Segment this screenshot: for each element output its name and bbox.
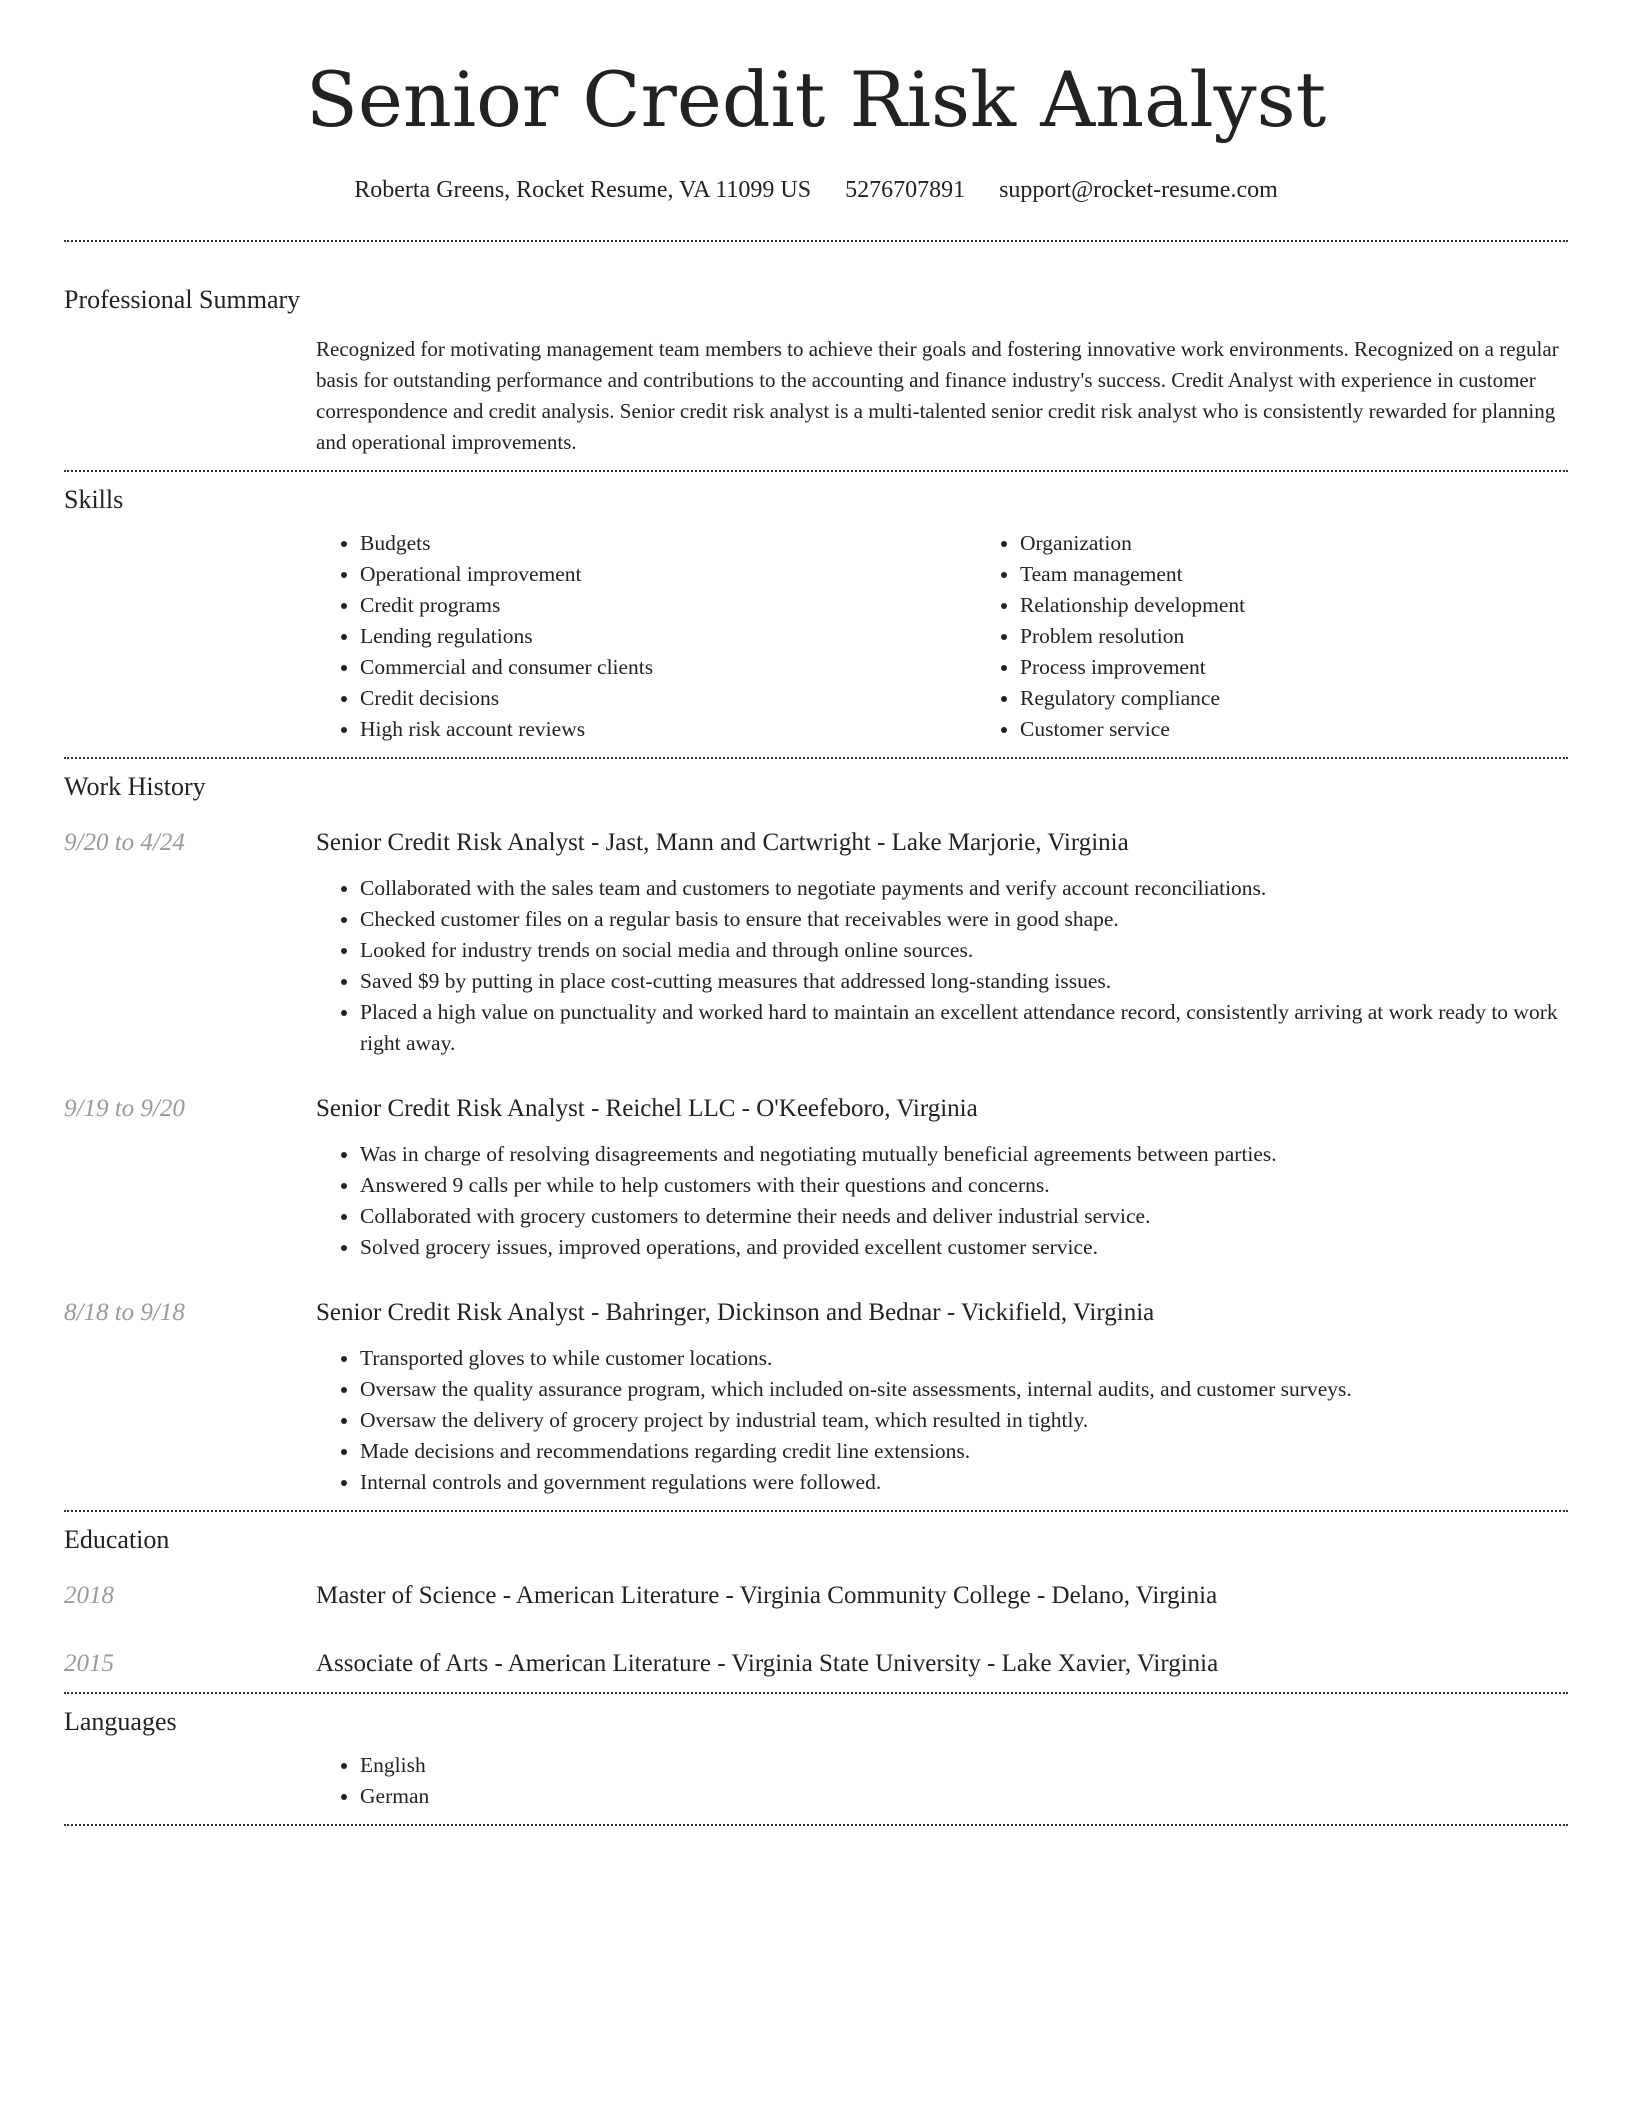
summary-section	[64, 284, 1568, 458]
education-section	[64, 1524, 1568, 1680]
job-entry	[64, 827, 1568, 1059]
job-bullet: • Collaborated with grocery customers to determine their needs and deliver industrial service.	[360, 1201, 1568, 1232]
work-history-title: Work History	[64, 772, 206, 801]
job-heading: Senior Credit Risk Analyst - Jast, Mann and Cartwright - Lake Marjorie, Virginia	[316, 829, 1129, 856]
skill-item: • High risk account reviews	[360, 714, 976, 745]
contact-line	[64, 174, 1568, 206]
languages-list	[316, 1750, 1568, 1812]
job-bullet: • Looked for industry trends on social media and through online sources.	[360, 935, 1568, 966]
job-bullets	[316, 1139, 1568, 1263]
job-bullet: • Collaborated with the sales team and customers to negotiate payments and verify account reconciliations.	[360, 873, 1568, 904]
job-bullets	[316, 1343, 1568, 1498]
skill-item: • Credit programs	[360, 590, 976, 621]
job-heading: Senior Credit Risk Analyst - Bahringer, Dickinson and Bednar - Vickifield, Virginia	[316, 1299, 1155, 1326]
job-heading: Senior Credit Risk Analyst - Reichel LLC - O'Keefeboro, Virginia	[316, 1095, 978, 1122]
skill-item: • Team management	[1020, 559, 1632, 590]
education-degree: Associate of Arts - American Literature - Virginia State University - Lake Xavier, Virginia	[316, 1650, 1219, 1677]
job-entry	[64, 1297, 1568, 1498]
job-bullet: • Saved $9 by putting in place cost-cutting measures that addressed long-standing issues.	[360, 966, 1568, 997]
languages-title: Languages	[64, 1707, 177, 1736]
contact-phone: 5276707891	[845, 177, 966, 203]
language-item: • English	[360, 1750, 1568, 1781]
job-bullet: • Checked customer files on a regular basis to ensure that receivables were in good shape.	[360, 904, 1568, 935]
education-entry	[64, 1580, 1568, 1612]
skills-list-left	[316, 528, 976, 745]
job-bullets	[316, 873, 1568, 1059]
contact-address: Roberta Greens, Rocket Resume, VA 11099 US	[354, 177, 812, 203]
skill-item: • Credit decisions	[360, 683, 976, 714]
work-history-section	[64, 771, 1568, 1498]
education-year: 2015	[64, 1650, 114, 1677]
skill-item: • Regulatory compliance	[1020, 683, 1632, 714]
skill-item: • Lending regulations	[360, 621, 976, 652]
skill-item: • Problem resolution	[1020, 621, 1632, 652]
divider	[64, 757, 1568, 759]
job-dates: 9/19 to 9/20	[64, 1095, 185, 1122]
skill-item: • Budgets	[360, 528, 976, 559]
job-bullet: • Solved grocery issues, improved operations, and provided excellent customer service.	[360, 1232, 1568, 1263]
skill-item: • Relationship development	[1020, 590, 1632, 621]
languages-section	[64, 1706, 1568, 1812]
education-degree: Master of Science - American Literature - Virginia Community College - Delano, Virginia	[316, 1582, 1218, 1609]
job-bullet: • Oversaw the delivery of grocery project by industrial team, which resulted in tightly.	[360, 1405, 1568, 1436]
skill-item: • Process improvement	[1020, 652, 1632, 683]
education-year: 2018	[64, 1582, 114, 1609]
divider	[64, 240, 1568, 242]
job-bullet: • Oversaw the quality assurance program, which included on-site assessments, internal audits, and customer surveys.	[360, 1374, 1568, 1405]
skills-list-right	[976, 528, 1632, 745]
divider	[64, 1692, 1568, 1694]
candidate-name: Senior Credit Risk Analyst	[305, 55, 1327, 144]
contact-email[interactable]: support@rocket-resume.com	[999, 177, 1278, 203]
skill-item: • Commercial and consumer clients	[360, 652, 976, 683]
divider	[64, 1510, 1568, 1512]
job-dates: 8/18 to 9/18	[64, 1299, 185, 1326]
skill-item: • Customer service	[1020, 714, 1632, 745]
job-dates: 9/20 to 4/24	[64, 829, 185, 856]
job-bullet: • Placed a high value on punctuality and worked hard to maintain an excellent attendance record, consistently arriving at work ready to work right away.	[360, 997, 1568, 1059]
skills-title: Skills	[64, 485, 124, 514]
job-bullet: • Transported gloves to while customer locations.	[360, 1343, 1568, 1374]
education-entry	[64, 1648, 1568, 1680]
job-bullet: • Internal controls and government regulations were followed.	[360, 1467, 1568, 1498]
job-bullet: • Made decisions and recommendations regarding credit line extensions.	[360, 1436, 1568, 1467]
job-entry	[64, 1093, 1568, 1263]
divider	[64, 470, 1568, 472]
summary-title: Professional Summary	[64, 285, 301, 314]
job-bullet: • Was in charge of resolving disagreements and negotiating mutually beneficial agreements between parties.	[360, 1139, 1568, 1170]
education-title: Education	[64, 1525, 170, 1554]
skill-item: • Operational improvement	[360, 559, 976, 590]
job-bullet: • Answered 9 calls per while to help customers with their questions and concerns.	[360, 1170, 1568, 1201]
divider	[64, 1824, 1568, 1826]
summary-text: Recognized for motivating management team members to achieve their goals and fostering innovative work environments. Recognized on a regular basis for outstanding performance and contributions to the accounting and finance industry's success. Credit Analyst with experience in customer correspondence and credit analysis. Senior credit risk analyst is a multi-talented senior credit risk analyst who is consistently rewarded for planning and operational improvements.	[316, 337, 1559, 454]
skills-section	[64, 484, 1568, 745]
skill-item: • Organization	[1020, 528, 1632, 559]
language-item: • German	[360, 1781, 1568, 1812]
